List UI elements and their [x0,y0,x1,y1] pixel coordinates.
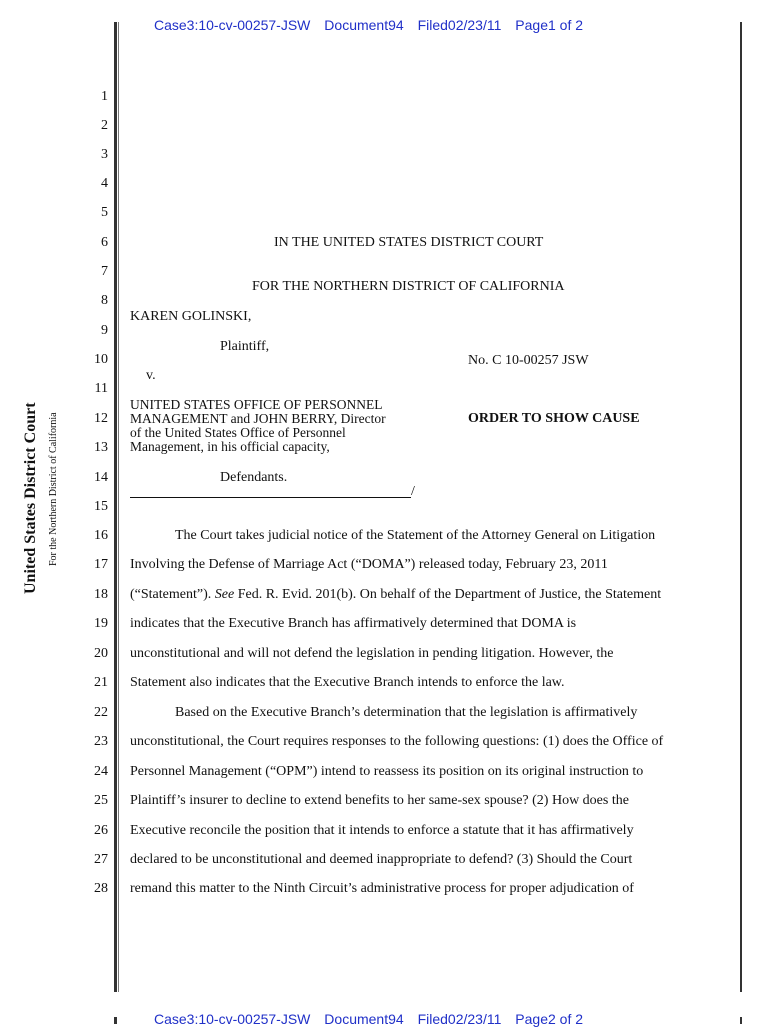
line-number: 28 [94,881,108,896]
line-number: 13 [94,440,108,455]
defendant-line-2: MANAGEMENT and JOHN BERRY, Director [130,411,386,426]
line-number: 4 [101,176,108,191]
line-number: 19 [94,616,108,631]
body-line-18 [130,587,661,603]
body-line-18-a: (“Statement”). [130,587,215,602]
defendant-line-4: Management, in his official capacity, [130,439,330,454]
caption-underline [130,497,411,498]
line-number: 5 [101,205,108,220]
body-line-17: Involving the Defense of Marriage Act (“DOMA”) released today, February 23, 2011 [130,557,608,572]
right-margin-rule [740,22,742,992]
line-number: 7 [101,264,108,279]
line-number: 22 [94,705,108,720]
body-line-16: The Court takes judicial notice of the Statement of the Attorney General on Litigation [175,528,656,543]
court-heading-line1: IN THE UNITED STATES DISTRICT COURT [274,235,544,250]
body-line-26: Executive reconcile the position that it intends to enforce a statute that it has affirmatively [130,823,634,838]
body-line-24: Personnel Management (“OPM”) intend to reassess its position on its original instruction to [130,764,644,779]
header-filed: Filed02/23/11 [417,17,502,33]
order-title: ORDER TO SHOW CAUSE [468,411,640,426]
line-number: 11 [94,381,108,396]
header-page: Page1 of 2 [515,17,584,33]
header-case: Case3:10-cv-00257-JSW [154,17,311,33]
line-number: 26 [94,823,108,838]
body-line-22: Based on the Executive Branch’s determination that the legislation is affirmatively [175,705,638,720]
next-header-filed: Filed02/23/11 [417,1011,502,1027]
page-header [154,17,593,33]
versus: v. [146,368,156,383]
next-page-left-rule [114,1017,117,1024]
defendant-block [130,398,386,454]
line-number: 25 [94,793,108,808]
next-header-case: Case3:10-cv-00257-JSW [154,1011,311,1027]
defendant-role: Defendants. [220,470,288,485]
court-heading-line2: FOR THE NORTHERN DISTRICT OF CALIFORNIA [252,279,565,294]
line-number: 3 [101,147,108,162]
body-line-21: Statement also indicates that the Executive Branch intends to enforce the law. [130,675,565,690]
plaintiff-role: Plaintiff, [220,339,270,354]
line-number: 9 [101,323,108,338]
line-number: 2 [101,118,108,133]
body-line-18-see: See [214,587,235,602]
body-line-27: declared to be unconstitutional and deemed inappropriate to defend? (3) Should the Court [130,852,633,867]
line-number: 10 [94,352,108,367]
line-number: 1 [101,89,108,104]
line-number: 23 [94,734,108,749]
left-margin-rule-inner [118,22,119,992]
next-page-header [154,1011,593,1027]
defendant-line-3: of the United States Office of Personnel [130,425,346,440]
line-number: 18 [94,587,108,602]
line-number: 15 [94,499,108,514]
line-number: 20 [94,646,108,661]
sidebar-court-title: United States District Court [22,402,39,594]
header-document: Document94 [324,17,404,33]
line-number: 27 [94,852,108,867]
line-number: 12 [94,411,108,426]
left-margin-rule [114,22,117,992]
body-line-25: Plaintiff’s insurer to decline to extend benefits to her same-sex spouse? (2) How does the [130,793,629,808]
next-header-document: Document94 [324,1011,404,1027]
body-line-18-b: Fed. R. Evid. 201(b). On behalf of the Department of Justice, the Statement [234,587,662,602]
line-number: 16 [94,528,108,543]
line-number: 14 [94,470,108,485]
body-line-20: unconstitutional and will not defend the legislation in pending litigation. However, the [130,646,614,661]
line-number: 24 [94,764,108,779]
body-line-23: unconstitutional, the Court requires responses to the following questions: (1) does the Office of [130,734,664,749]
line-number: 6 [101,235,108,250]
next-page-right-rule [740,1017,742,1024]
next-header-page: Page2 of 2 [515,1011,584,1027]
sidebar-court-subtitle: For the Northern District of California [48,412,59,566]
body-line-19: indicates that the Executive Branch has affirmatively determined that DOMA is [130,616,577,631]
caption-slash: / [411,484,415,499]
line-number: 17 [94,557,108,572]
plaintiff-name: KAREN GOLINSKI, [130,309,252,324]
case-number: No. C 10-00257 JSW [468,353,589,368]
defendant-line-1: UNITED STATES OFFICE OF PERSONNEL [130,397,383,412]
line-number: 8 [101,293,108,308]
line-number: 21 [94,675,108,690]
body-line-28: remand this matter to the Ninth Circuit’s administrative process for proper adjudication of [130,881,634,896]
